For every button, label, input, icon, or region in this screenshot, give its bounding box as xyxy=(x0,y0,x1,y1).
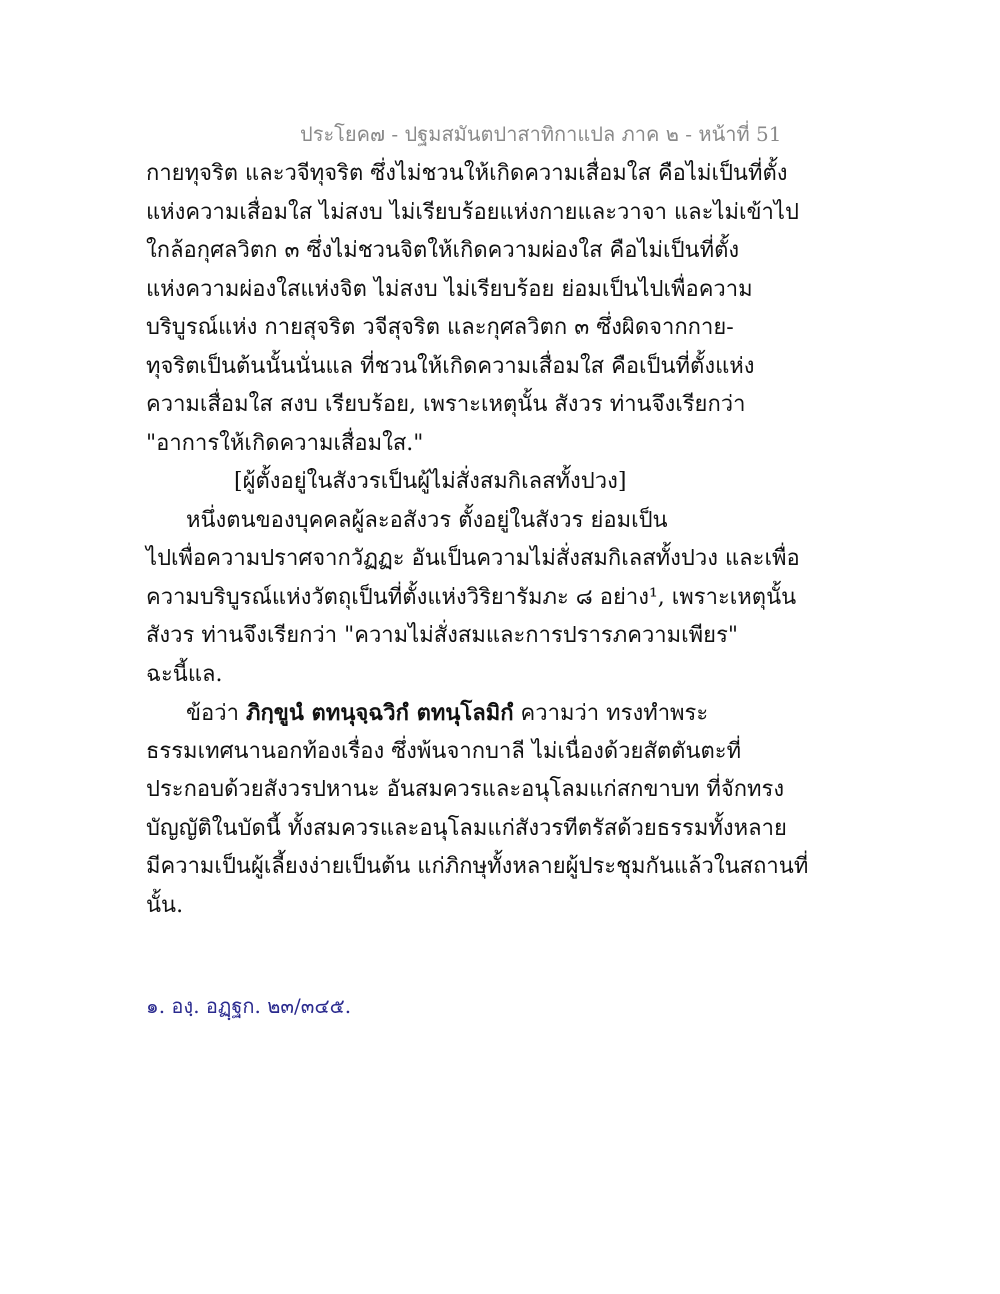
text-line: บริบูรณ์แห่ง กายสุจริต วจีสุจริต และกุศลวิตก ๓ ซึ่งผิดจากกาย- xyxy=(146,315,734,340)
section-heading: [ผู้ตั้งอยู่ในสังวรเป็นผู้ไม่สั่งสมกิเลสทั้งปวง] xyxy=(234,469,627,494)
text-line: ประกอบด้วยสังวรปหานะ อันสมควรและอนุโลมแก่สกขาบท ที่จักทรง xyxy=(146,777,785,802)
text-line: ทุจริตเป็นต้นนั้นนั่นแล ที่ชวนให้เกิดความเสื่อมใส คือเป็นที่ตั้งแห่ง xyxy=(146,353,755,379)
text-line: ฉะนี้แล. xyxy=(146,661,223,687)
body-text xyxy=(146,155,809,925)
pali-term: ภิกฺขูนํ ตทนุจฺฉวิกํ ตทนุโลมิกํ xyxy=(245,700,514,726)
para-prefix: ข้อว่า xyxy=(186,701,239,726)
text-line: ความเสื่อมใส สงบ เรียบร้อย, เพราะเหตุนั้น สังวร ท่านจึงเรียกว่า xyxy=(146,392,746,417)
text-line: บัญญัติในบัดนี้ ทั้งสมควรและอนุโลมแก่สังวรทีตรัสด้วยธรรมทั้งหลาย xyxy=(146,815,787,841)
text-line: กายทุจริต และวจีทุจริต ซึ่งไม่ชวนให้เกิดความเสื่อมใส คือไม่เป็นที่ตั้ง xyxy=(146,161,788,186)
text-line: ธรรมเทศนานอกท้องเรื่อง ซึ่งพ้นจากบาลี ไม่เนื่องด้วยสัตตันตะที่ xyxy=(146,738,742,764)
text-line: หนึ่งตนของบุคคลผู้ละอสังวร ตั้งอยู่ในสังวร ย่อมเป็น xyxy=(186,507,668,533)
text-line: "อาการให้เกิดความเสื่อมใส." xyxy=(146,430,424,456)
text-line: สังวร ท่านจึงเรียกว่า "ความไม่สั่งสมและการปรารภความเพียร" xyxy=(146,623,739,648)
paragraph-opening-line xyxy=(146,694,726,733)
text-line: ไปเพื่อความปราศจากวัฏฏะ อันเป็นความไม่สั่งสมกิเลสทั้งปวง และเพื่อ xyxy=(146,546,800,571)
text-line: แห่งความเสื่อมใส ไม่สงบ ไม่เรียบร้อยแห่งกายและวาจา และไม่เข้าไป xyxy=(146,199,799,225)
text-line: ใกล้อกุศลวิตก ๓ ซึ่งไม่ชวนจิตให้เกิดความผ่องใส คือไม่เป็นที่ตั้ง xyxy=(146,238,740,263)
footnote: ๑. องฺ. อฏฺฐก. ๒๓/๓๔๕. xyxy=(146,994,352,1018)
text-line: นั้น. xyxy=(146,892,184,918)
running-header: ประโยค๗ - ปฐมสมันตปาสาทิกาแปล ภาค ๒ - หน้าที่ 51 xyxy=(300,122,782,146)
para-rest: ความว่า ทรงทำพระ xyxy=(520,701,709,726)
text-line: ความบริบูรณ์แห่งวัตถุเป็นที่ตั้งแห่งวิริยารัมภะ ๘ อย่าง¹, เพราะเหตุนั้น xyxy=(146,584,797,610)
text-line: มีความเป็นผู้เลี้ยงง่ายเป็นต้น แก่ภิกษุทั้งหลายผู้ประชุมกันแล้วในสถานที่ xyxy=(146,854,809,879)
text-line: แห่งความผ่องใสแห่งจิต ไม่สงบ ไม่เรียบร้อย ย่อมเป็นไปเพื่อความ xyxy=(146,276,753,302)
